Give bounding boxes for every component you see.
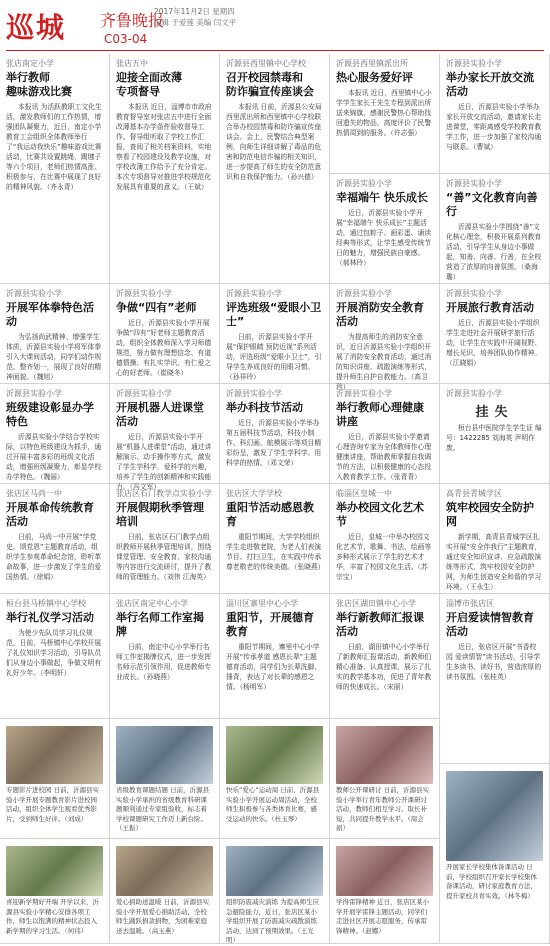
article-kicker: 桓台县马桥镇中心学校 bbox=[6, 599, 86, 608]
article-title: 筑牢校园安全防护网 bbox=[446, 501, 534, 528]
article-25 bbox=[220, 594, 330, 719]
photo-story-8 bbox=[330, 839, 440, 944]
article-kicker: 沂源县实验小学 bbox=[6, 289, 62, 298]
article-title: 重阳节活动感恩教育 bbox=[226, 501, 314, 528]
article-6 bbox=[330, 174, 440, 284]
article-kicker: 张店区大学学校 bbox=[226, 489, 282, 498]
article-16 bbox=[330, 384, 440, 484]
article-15 bbox=[220, 384, 330, 484]
article-3 bbox=[220, 54, 330, 284]
photo-caption: 喜迎新学期好开端 开学以来，沂源县实验小学精心安排各项工作，师生以饱满的精神状态投入新学期的学习生活。（何伟） bbox=[6, 898, 100, 935]
news-photo bbox=[336, 726, 433, 784]
article-2 bbox=[110, 54, 220, 284]
news-photo bbox=[226, 726, 323, 784]
article-body: 日前，张店区石门教学点组织教师开展秋季管理培训，围绕课堂管理、安全教育、家校沟通等内容进行交流研讨，提升了教师的管理能力。（刘伟 江海英） bbox=[116, 533, 212, 581]
article-8 bbox=[0, 284, 110, 384]
article-23 bbox=[0, 594, 110, 719]
editor-credit: 编辑 于爱莲 美编 闫文平 bbox=[154, 18, 237, 27]
news-photo bbox=[116, 846, 213, 896]
news-photo bbox=[336, 846, 433, 896]
photo-story-9 bbox=[440, 764, 550, 944]
photo-caption: 爱心捐助送温暖 日前，沂源县实验小学开展爱心捐助活动，全校师生踊跃捐款捐物，为困难家庭送去温暖。（高玉燕） bbox=[116, 898, 210, 935]
article-10 bbox=[220, 284, 330, 384]
article-body: 日前，南定中心小学举行名师工作室揭牌仪式，进一步发挥名师示范引领作用，促进教师专业成长。（孙晓燕） bbox=[116, 643, 212, 681]
article-title: 举办科技节活动 bbox=[226, 401, 303, 414]
article-kicker: 沂源县实验小学 bbox=[336, 179, 392, 188]
article-body: 日前，湖田镇中心小学举行了新教师汇报课活动，新教师们精心准备、认真授课，展示了扎实的教学基本功，促进了青年教师的快速成长。（宋丽） bbox=[336, 643, 432, 691]
article-title: 举行教师心理健康讲座 bbox=[336, 401, 424, 428]
news-photo bbox=[116, 726, 213, 784]
notice-title: 挂失 bbox=[475, 405, 514, 420]
article-body: 近日，沂源县实验小学组织学生走进社会开展研学旅行活动，让学生在实践中开阔视野、增长见识，培养团队协作精神。（江晓娟） bbox=[446, 319, 542, 367]
article-title: 班级建设彰显办学特色 bbox=[6, 401, 94, 428]
article-body: 近日，沂源县实验小学举办家长开放交流活动，邀请家长走进课堂，零距离感受学校教育教学工作，进一步加强了家校沟通与联系。（曹斌） bbox=[446, 103, 542, 151]
article-body: 本报讯 近日，淄博市市政府教育督导室对张店五中进行全面改薄基本办学条件验收督导工作。督导组听取了学校工作汇报，查阅了相关档案资料，实地察看了校园建设及教学设施，对学校改薄工作给予了充分肯定。本次专项督导对推进学校规范化发展具有重要的意义。（王斌） bbox=[116, 103, 212, 191]
article-7 bbox=[440, 174, 550, 284]
article-title: 举行名师工作室揭牌 bbox=[116, 611, 204, 638]
article-title: 开展旅行教育活动 bbox=[446, 301, 534, 314]
article-title: 召开校园禁毒和 bbox=[226, 71, 303, 84]
notice-lost bbox=[440, 384, 550, 484]
article-4 bbox=[330, 54, 440, 174]
article-kicker: 沂源县实验小学 bbox=[446, 389, 502, 398]
article-body: 本报讯 日前，沂源县公安局西里派出所和西里镇中心学校联合举办校园禁毒和防诈骗宣传座谈会。会上，民警结合典型案例，向师生详细讲解了毒品的危害和防范电信诈骗的相关知识，进一步提高了师生的安全防范意识和自我保护能力。（孙兴德） bbox=[226, 103, 322, 181]
article-kicker: 临淄区皇城一中 bbox=[336, 489, 392, 498]
article-22 bbox=[440, 484, 550, 594]
article-5 bbox=[440, 54, 550, 174]
article-body: 近日，沂源县实验小学开展“幸福端午 快乐成长”主题活动，通过包粽子、画彩蛋、诵读经典等形式，让学生感受传统节日的魅力，增强民族自豪感。（郝林玲） bbox=[336, 209, 432, 267]
article-title: 开展消防安全教育活动 bbox=[336, 301, 424, 328]
news-photo bbox=[446, 771, 543, 861]
photo-story-3 bbox=[220, 719, 330, 839]
article-27 bbox=[440, 594, 550, 764]
article-body: 日前，马尚一中开展“学党史、颂党恩”主题教育活动，组织学生参观革命纪念馆，聆听革命故事，进一步激发了学生的爱国热情。（徐娟） bbox=[6, 533, 102, 581]
article-13 bbox=[0, 384, 110, 484]
article-body: 近日，沂源县实验小学举办第五届科技节活动，科技小制作、科幻画、航模展示等项目精彩纷呈，激发了学生学科学、用科学的热情。（邓文荣） bbox=[226, 419, 322, 467]
article-title: 开展军体拳特色活动 bbox=[6, 301, 94, 328]
article-kicker: 张店区石门教学点实验小学 bbox=[116, 489, 212, 498]
article-kicker: 沂源县实验小学 bbox=[336, 289, 392, 298]
photo-caption: 开展家长学校集体备课活动 日前，学校组织召开家长学校集体备课活动，研讨家庭教育方法，提升家校共育实效。（林冬梅） bbox=[446, 863, 537, 900]
photo-story-4 bbox=[330, 719, 440, 839]
photo-story-7 bbox=[220, 839, 330, 944]
article-kicker: 沂源县实验小学 bbox=[116, 289, 172, 298]
photo-caption: 省级教育课题结题 日前，沂源县实验小学承担的省级教育科研课题顺利通过专家组验收，标志着学校课题研究工作迈上新台阶。（王振） bbox=[116, 786, 210, 832]
newspaper-logo: 齐鲁晚报 bbox=[100, 11, 165, 30]
article-body: 近日，张店区开展“书香校园 爱读情智”读书活动，引导学生多读书、读好书，营造浓厚的读书氛围。（张桂英） bbox=[446, 643, 542, 681]
article-body: 重阳节期间，寨里中心小学开展“传承孝道 感恩长辈”主题德育活动，同学们为长辈洗脚、捶背，表达了对长辈的感恩之情。（杨明军） bbox=[226, 643, 322, 691]
article-kicker: 张店南定小学 bbox=[6, 59, 54, 68]
article-kicker: 张店五中 bbox=[116, 59, 148, 68]
photo-caption: 快乐“爱心”运动周 日前，沂源县实验小学开展运动周活动，全校师生积极参与各类体育比赛，感受运动的快乐。（杜玉琴） bbox=[226, 786, 320, 823]
article-9 bbox=[110, 284, 220, 384]
article-21 bbox=[330, 484, 440, 594]
article-24 bbox=[110, 594, 220, 719]
article-title: 举办校园文化艺术节 bbox=[336, 501, 424, 528]
article-body: 为使少先队员学习礼仪规范，日前，马桥镇中心学校开展了礼仪知识学习活动，引导队员们从身边小事做起，争做文明有礼好少年。（李明轩） bbox=[6, 629, 102, 677]
article-body: 为提高师生的消防安全意识，近日沂源县实验小学组织开展了消防安全教育活动，通过消防知识讲座、疏散演练等形式，提升师生自护自救能力。（高卫珍） bbox=[336, 333, 432, 391]
article-body: 日前，沂源县实验小学开展“保护眼睛 预防近视”系列活动，评选班级“爱眼小卫士”，引导学生养成良好的用眼习惯。（孙祥玲） bbox=[226, 333, 322, 381]
photo-story-6 bbox=[110, 839, 220, 944]
article-body: 近日，沂源县实验小学开展争做“四有”好老师主题教育活动，组织全体教师深入学习师德规范，努力做有理想信念、有道德情操、有扎实学识、有仁爱之心的好老师。（崔晓冬） bbox=[116, 319, 212, 377]
article-title: 举办家长开放交流活动 bbox=[446, 71, 534, 98]
article-12 bbox=[440, 284, 550, 384]
news-photo bbox=[226, 846, 323, 896]
article-title: 重阳节，开展德育教育 bbox=[226, 611, 314, 638]
article-subtitle: 趣味游戏比赛 bbox=[6, 85, 72, 98]
page-header bbox=[0, 0, 550, 50]
article-title: 开展革命传统教育活动 bbox=[6, 501, 94, 528]
article-body: 为弘扬尚武精神、增强学生体质，沂源县实验小学将军体拳引入大课间活动，同学们动作规范、整齐划一，展现了良好的精神面貌。（魏旭） bbox=[6, 333, 102, 381]
article-title: 幸福端午 快乐成长 bbox=[336, 191, 428, 204]
article-26 bbox=[330, 594, 440, 719]
articles-grid bbox=[0, 54, 550, 944]
article-title: 迎接全面改薄 bbox=[116, 71, 182, 84]
photo-caption: 专题影片进校园 日前，沂源县实验小学开展专题教育影片进校园活动，组织全体学生观看优秀影片，受到师生好评。（刘成） bbox=[6, 786, 100, 823]
article-kicker: 沂源县实验小学 bbox=[116, 389, 172, 398]
photo-caption: 学得雷锋精神 近日，张店区某小学开展学雷锋主题活动，同学们走进社区开展志愿服务，传承雷锋精神。（赵娜） bbox=[336, 898, 430, 935]
article-body: 沂源县实验小学围绕“善”文化核心理念，积极开展系列教育活动，引导学生从身边小事做起，知善、向善、行善，在全校营造了浓厚的向善氛围。（桑海璐） bbox=[446, 223, 542, 281]
article-kicker: 沂源县西里镇派出所 bbox=[336, 59, 408, 68]
article-19 bbox=[110, 484, 220, 594]
article-title: 举行教师 bbox=[6, 71, 50, 84]
photo-story-1 bbox=[0, 719, 110, 839]
publish-date: 2017年11月2日 星期四 bbox=[154, 7, 235, 16]
photo-caption: 组织防震减灾演练 为提高师生应急避险能力，近日，张店区某小学组织开展了防震减灾疏散演练活动，达到了预期效果。（王光明） bbox=[226, 898, 320, 944]
article-kicker: 沂源县实验小学 bbox=[226, 289, 282, 298]
article-kicker: 张店区马尚一中 bbox=[6, 489, 62, 498]
article-title: 开展假期秋季管理培训 bbox=[116, 501, 204, 528]
article-body: 近日，皇城一中举办校园文化艺术节，歌舞、书法、绘画等多种形式展示了学生的艺术才华，丰富了校园文化生活。（苏宗宝） bbox=[336, 533, 432, 581]
photo-story-2 bbox=[110, 719, 220, 839]
photo-story-5 bbox=[0, 839, 110, 944]
article-title: 评选班级“爱眼小卫士” bbox=[226, 301, 322, 328]
article-title: 举行礼仪学习活动 bbox=[6, 611, 94, 624]
article-kicker: 沂源县实验小学 bbox=[446, 179, 502, 188]
article-11 bbox=[330, 284, 440, 391]
photo-caption: 教师公开课研讨 日前，沂源县实验小学举行青年教师公开课研讨活动，教师们相互学习、取长补短，共同提升教学水平。（周会娟） bbox=[336, 786, 430, 832]
article-20 bbox=[220, 484, 330, 594]
article-body: 本报讯 近日，西里镇中心小学学生家长王先生专程到派出所送来锦旗，感谢民警热心帮助找回遗失的物品，高度评价了民警热情周到的服务。（许志强） bbox=[336, 89, 432, 137]
article-1 bbox=[0, 54, 110, 284]
article-subtitle: 专项督导 bbox=[116, 85, 160, 98]
article-kicker: 沂源县实验小学 bbox=[446, 289, 502, 298]
article-title: 开展机器人进课堂活动 bbox=[116, 401, 204, 428]
article-title: 争做“四有”老师 bbox=[116, 301, 197, 314]
header-rule bbox=[6, 50, 544, 51]
article-kicker: 张店区南定中心小学 bbox=[116, 599, 188, 608]
article-kicker: 沂源县实验小学 bbox=[6, 389, 62, 398]
article-body: 本报讯 为活跃教职工文化生活，激发教师们的工作热情，增强团队凝聚力，近日，南定小学教育工会组织全体教师举行了“我运动我快乐”趣味游戏比赛活动，比赛共设置跳绳、踢毽子等六个项目，老师们热情高涨、积极参与，在比赛中展现了良好的精神风貌。（齐永青） bbox=[6, 103, 102, 191]
article-18 bbox=[0, 484, 110, 594]
article-kicker: 沂源县西里镇中心学校 bbox=[226, 59, 306, 68]
article-title: “善”文化教育向善行 bbox=[446, 191, 538, 218]
article-kicker: 沂源县实验小学 bbox=[336, 389, 392, 398]
article-body: 重阳节期间，大学学校组织学生走进敬老院，为老人们表演节目、打扫卫生，在实践中传承尊老敬老的传统美德。（张晓燕） bbox=[226, 533, 325, 571]
article-body: 近日，沂源县实验小学邀请心理咨询专家为全体教师作心理健康讲座，帮助教师掌握自我调节的方法，以积极健康的心态投入教育教学工作。（张青青） bbox=[336, 433, 432, 481]
article-title: 热心服务爱好评 bbox=[336, 71, 413, 84]
article-kicker: 沂源县实验小学 bbox=[446, 59, 502, 68]
article-kicker: 沂源县实验小学 bbox=[226, 389, 282, 398]
page-meta bbox=[154, 6, 236, 28]
article-body: 近日，沂源县实验小学开展“机器人进课堂”活动，通过讲解演示、动手操作等方式，激发了学生学科学、爱科学的兴趣，培养了学生的创新精神和实践能力。（冯文军） bbox=[116, 433, 212, 491]
news-photo bbox=[6, 846, 103, 896]
article-kicker: 淄博市张店区 bbox=[446, 599, 494, 608]
article-kicker: 高青县青城学区 bbox=[446, 489, 502, 498]
article-title: 举行新教师汇报课活动 bbox=[336, 611, 424, 638]
article-subtitle: 防诈骗宣传座谈会 bbox=[226, 85, 314, 98]
page-number: C03-04 bbox=[104, 32, 148, 46]
section-title: 巡城 bbox=[6, 11, 67, 44]
article-body: 沂源县实验小学结合学校实际，以特色班级建设为抓手，通过开展丰富多彩的班级文化活动，增强班级凝聚力，彰显学校办学特色。（魏丽） bbox=[6, 433, 102, 481]
article-kicker: 张店区湖田镇中心小学 bbox=[336, 599, 416, 608]
article-14 bbox=[110, 384, 220, 491]
news-photo bbox=[6, 726, 103, 784]
article-kicker: 淄川区寨里中心小学 bbox=[226, 599, 298, 608]
article-body: 新学期，高青县青城学区扎实开展“安全伴我行”主题教育，通过安全知识宣讲、应急疏散演练等形式，筑牢校园安全防护网，为师生创造安全和谐的学习环境。（王永生） bbox=[446, 533, 542, 591]
article-title: 开启爱读情智教育活动 bbox=[446, 611, 534, 638]
notice-body: 桓台县中医院学生学生证 编号：1422285 刘海英 声明作废。 bbox=[446, 424, 542, 452]
